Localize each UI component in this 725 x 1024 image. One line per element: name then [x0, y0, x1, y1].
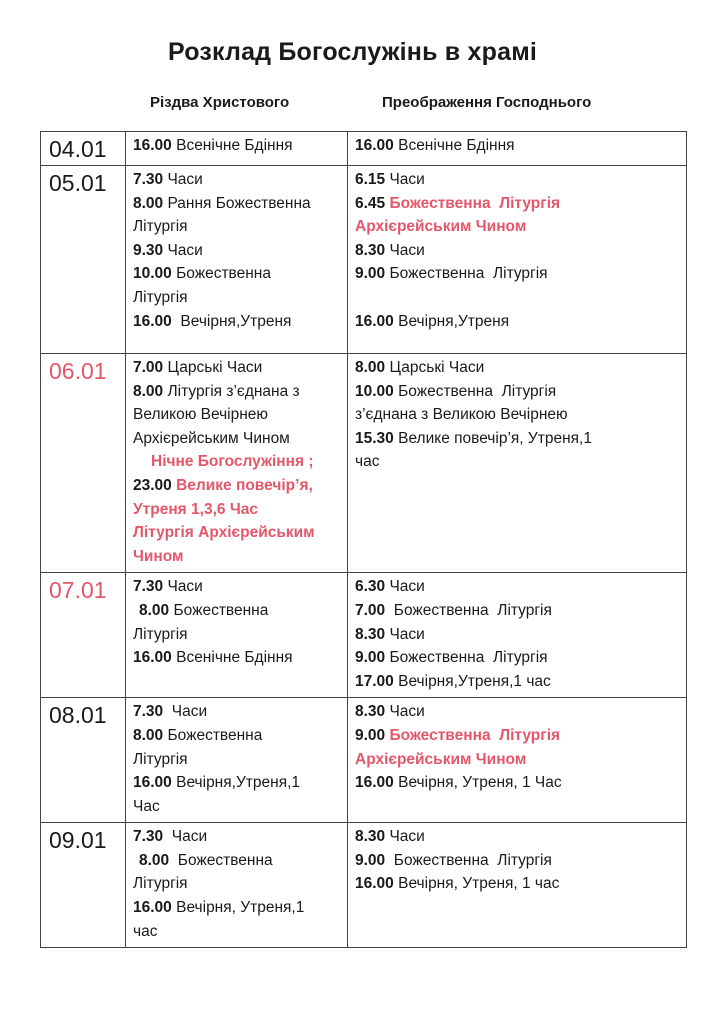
service-line: 7.00 Царські Часи: [133, 359, 263, 376]
service-line: 7.30 Часи: [133, 703, 208, 721]
service-line: Час: [133, 797, 160, 815]
service-line: 6.15 Часи: [355, 171, 425, 188]
service-line: 16.00 Всенічне Бдіння: [133, 649, 293, 667]
service-line: Великою Вечірнею: [133, 406, 269, 424]
service-line: Літургія: [133, 875, 188, 893]
service-line: Архієрейським Чином: [355, 218, 527, 236]
transfiguration-services-cell: [348, 132, 687, 166]
service-line: 16.00 Вечірня,Утреня: [133, 312, 292, 330]
service-line: 7.30 Часи: [133, 578, 203, 596]
table-row: [41, 354, 687, 573]
christmas-services-cell: [126, 698, 348, 823]
page-title: Розклад Богослужінь в храмі: [167, 38, 538, 66]
service-line: 8.00 Божественна: [133, 726, 263, 744]
service-line: 9.00 Божественна Літургія: [355, 851, 552, 869]
date-cell: 09.01: [41, 823, 126, 948]
service-line: 10.00 Божественна Літургія: [355, 382, 557, 400]
service-line: 16.00 Вечірня, Утреня,1: [133, 899, 305, 917]
service-line: 15.30 Велике повечір’я, Утреня,1: [355, 429, 592, 447]
service-line: [355, 286, 682, 310]
column-header-transfiguration: Преображення Господнього: [382, 94, 592, 111]
christmas-services-cell: [126, 354, 348, 573]
service-line: 6.45 Божественна Літургія: [355, 194, 561, 212]
service-line: 8.30 Часи: [355, 703, 425, 721]
service-line: 7.00 Божественна Літургія: [355, 601, 552, 619]
service-line: 16.00 Вечірня,Утреня,1: [133, 774, 301, 792]
service-line: Утреня 1,3,6 Час: [133, 500, 258, 518]
service-line: Архієрейським Чином: [133, 429, 290, 447]
table-row: [41, 166, 687, 354]
service-line: Архієрейським Чином: [355, 750, 527, 768]
service-line: Чином: [133, 547, 184, 565]
service-line: 9.00 Божественна Літургія: [355, 726, 561, 744]
service-line: 8.30 Часи: [355, 828, 425, 846]
service-line: Літургія: [133, 288, 188, 306]
christmas-services-cell: [126, 573, 348, 698]
transfiguration-services-cell: [348, 354, 687, 573]
table-row: [41, 698, 687, 823]
date-cell: 07.01: [41, 573, 126, 698]
table-row: [41, 132, 687, 166]
service-line: 7.30 Часи: [133, 171, 203, 188]
service-line: 8.00 Божественна: [139, 601, 269, 619]
service-line: 16.00 Всенічне Бдіння: [355, 137, 515, 154]
service-line: 8.00 Царські Часи: [355, 359, 485, 376]
service-line: Літургія: [133, 750, 188, 768]
service-line: 8.00 Божественна: [139, 851, 273, 869]
service-line: Літургія Архієрейським: [133, 524, 315, 542]
service-line: 16.00 Всенічне Бдіння: [133, 137, 293, 154]
service-line: 6.30 Часи: [355, 578, 425, 596]
service-line: час: [355, 453, 380, 471]
transfiguration-services-cell: [348, 166, 687, 354]
service-line: з’єднана з Великою Вечірнею: [355, 406, 568, 424]
christmas-services-cell: [126, 132, 348, 166]
transfiguration-services-cell: [348, 573, 687, 698]
service-line: 17.00 Вечірня,Утреня,1 час: [355, 672, 551, 690]
service-line: 8.00 Рання Божественна: [133, 194, 311, 212]
service-line: Нічне Богослужіння ;: [151, 453, 314, 471]
service-line: 10.00 Божественна: [133, 265, 271, 283]
service-line: 8.00 Літургія з’єднана з: [133, 382, 300, 400]
date-cell: 08.01: [41, 698, 126, 823]
column-header-christmas: Різдва Христового: [150, 94, 290, 111]
service-line: час: [133, 922, 158, 940]
schedule-table: [40, 131, 687, 948]
service-line: 16.00 Вечірня,Утреня: [355, 312, 510, 330]
service-line: 16.00 Вечірня, Утреня, 1 Час: [355, 774, 562, 792]
date-cell: 05.01: [41, 166, 126, 354]
service-line: Літургія: [133, 625, 188, 643]
date-cell: 04.01: [41, 132, 126, 166]
service-line: 16.00 Вечірня, Утреня, 1 час: [355, 875, 560, 893]
date-cell: 06.01: [41, 354, 126, 573]
transfiguration-services-cell: [348, 698, 687, 823]
service-line: Літургія: [133, 218, 188, 236]
service-line: 9.00 Божественна Літургія: [355, 265, 548, 283]
transfiguration-services-cell: [348, 823, 687, 948]
table-row: [41, 573, 687, 698]
table-row: [41, 823, 687, 948]
service-line: 9.30 Часи: [133, 241, 203, 259]
service-line: 8.30 Часи: [355, 241, 425, 259]
service-line: 7.30 Часи: [133, 828, 208, 846]
service-line: 23.00 Велике повечір’я,: [133, 476, 313, 494]
service-line: 9.00 Божественна Літургія: [355, 649, 548, 667]
christmas-services-cell: [126, 166, 348, 354]
christmas-services-cell: [126, 823, 348, 948]
service-line: 8.30 Часи: [355, 625, 425, 643]
